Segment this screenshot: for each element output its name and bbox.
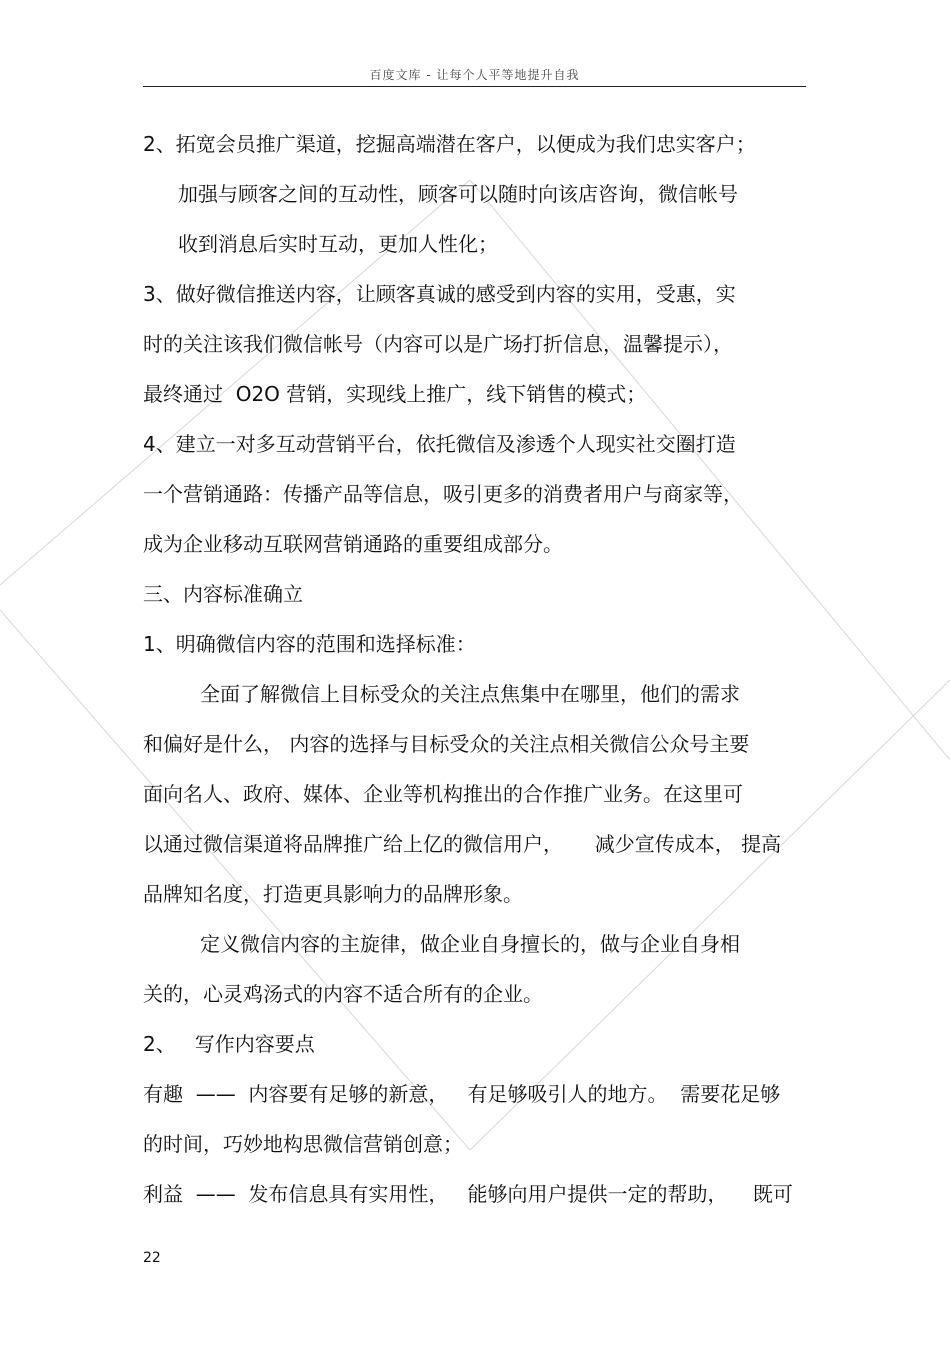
text-line: 全面了解微信上目标受众的关注点焦集中在哪里，他们的需求 xyxy=(200,682,740,706)
subsection-heading: 2、 写作内容要点 xyxy=(143,1032,315,1056)
text-line: 3、做好微信推送内容，让顾客真诚的感受到内容的实用，受惠，实 xyxy=(143,282,736,306)
text-line: 2、拓宽会员推广渠道，挖掘高端潜在客户，以便成为我们忠实客户； xyxy=(143,132,756,156)
page-header: 百度文库 - 让每个人平等地提升自我 xyxy=(369,68,580,82)
text-line: 以通过微信渠道将品牌推广给上亿的微信用户， 减少宣传成本， 提高 xyxy=(143,832,782,856)
text-line: 品牌知名度，打造更具影响力的品牌形象。 xyxy=(143,882,523,906)
text-line: 有趣 —— 内容要有足够的新意， 有足够吸引人的地方。 需要花足够 xyxy=(143,1082,781,1106)
text-line: 4、建立一对多互动营销平台，依托微信及渗透个人现实社交圈打造 xyxy=(143,432,736,456)
text-line: 最终通过 O2O 营销，实现线上推广，线下销售的模式； xyxy=(143,382,647,406)
text-line: 成为企业移动互联网营销通路的重要组成部分。 xyxy=(143,532,563,556)
text-line: 利益 —— 发布信息具有实用性， 能够向用户提供一定的帮助， 既可 xyxy=(143,1182,793,1206)
text-line: 加强与顾客之间的互动性，顾客可以随时向该店咨询，微信帐号 xyxy=(178,182,738,206)
page-number: 22 xyxy=(143,1250,161,1266)
document-body xyxy=(143,119,806,1219)
text-line: 时的关注该我们微信帐号（内容可以是广场打折信息，温馨提示）， xyxy=(143,332,733,356)
text-line: 一个营销通路：传播产品等信息，吸引更多的消费者用户与商家等， xyxy=(143,482,743,506)
text-line: 定义微信内容的主旋律，做企业自身擅长的，做与企业自身相 xyxy=(200,932,740,956)
section-heading: 三、内容标准确立 xyxy=(143,582,303,606)
text-line: 面向名人、政府、媒体、企业等机构推出的合作推广业务。在这里可 xyxy=(143,782,743,806)
text-line: 关的，心灵鸡汤式的内容不适合所有的企业。 xyxy=(143,982,543,1006)
text-line: 收到消息后实时互动，更加人性化； xyxy=(178,232,498,256)
text-line: 和偏好是什么， 内容的选择与目标受众的关注点相关微信公众号主要 xyxy=(143,732,750,756)
text-line: 的时间，巧妙地构思微信营销创意； xyxy=(143,1132,463,1156)
subsection-heading: 1、明确微信内容的范围和选择标准： xyxy=(143,632,476,656)
header-divider xyxy=(143,86,806,87)
